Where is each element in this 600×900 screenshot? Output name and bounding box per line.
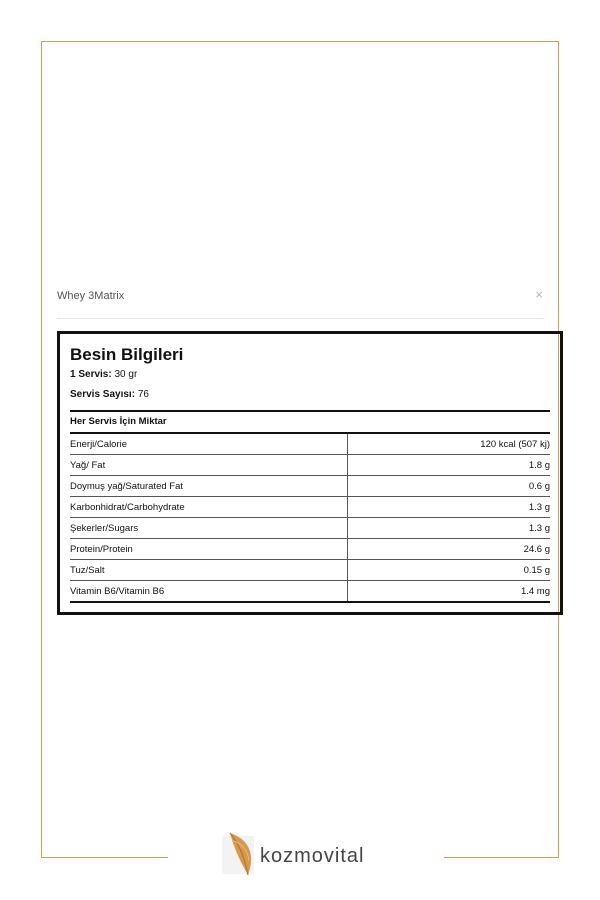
servings-count [70,388,550,406]
table-row [70,560,550,581]
nutrient-value: 0.6 g [348,476,551,497]
table-row [70,434,550,455]
nutrient-value: 24.6 g [348,539,551,560]
serving-size [70,368,550,382]
nutrient-name: Karbonhidrat/Carbohydrate [70,497,348,518]
table-row [70,497,550,518]
nutrient-value: 0.15 g [348,560,551,581]
nutrition-heading: Besin Bilgileri [70,345,184,364]
nutrient-name: Enerji/Calorie [70,434,348,455]
nutrient-name: Vitamin B6/Vitamin B6 [70,581,348,603]
nutrient-value: 1.3 g [348,497,551,518]
nutrient-value: 1.4 mg [348,581,551,603]
frame-border-left [41,41,42,858]
modal-header [57,286,543,319]
nutrient-name: Protein/Protein [70,539,348,560]
nutrient-name: Tuz/Salt [70,560,348,581]
nutrient-value: 1.3 g [348,518,551,539]
servings-count-label: Servis Sayısı: [70,389,136,400]
nutrient-value: 120 kcal (507 kj) [348,434,551,455]
modal-title: Whey 3Matrix [57,290,125,302]
brand-logo [218,831,383,879]
nutrient-value: 1.8 g [348,455,551,476]
nutrition-facts-label [57,331,563,615]
frame-border-top [41,41,559,42]
feather-icon [218,831,258,879]
serving-size-label: 1 Servis: [70,369,112,380]
table-row [70,455,550,476]
table-row [70,581,550,603]
table-row [70,518,550,539]
servings-count-value: 76 [137,389,149,400]
nutrition-table [70,434,550,603]
nutrient-name: Yağ/ Fat [70,455,348,476]
table-row [70,476,550,497]
frame-border-bottom-right [444,857,559,858]
table-row [70,539,550,560]
serving-size-value: 30 gr [114,369,138,380]
per-serving-heading: Her Servis İçin Miktar [70,416,167,427]
nutrient-name: Şekerler/Sugars [70,518,348,539]
frame-border-bottom-left [41,857,168,858]
nutrient-name: Doymuş yağ/Saturated Fat [70,476,348,497]
close-icon[interactable]: × [535,287,543,302]
brand-name: kozmovital [260,845,365,867]
